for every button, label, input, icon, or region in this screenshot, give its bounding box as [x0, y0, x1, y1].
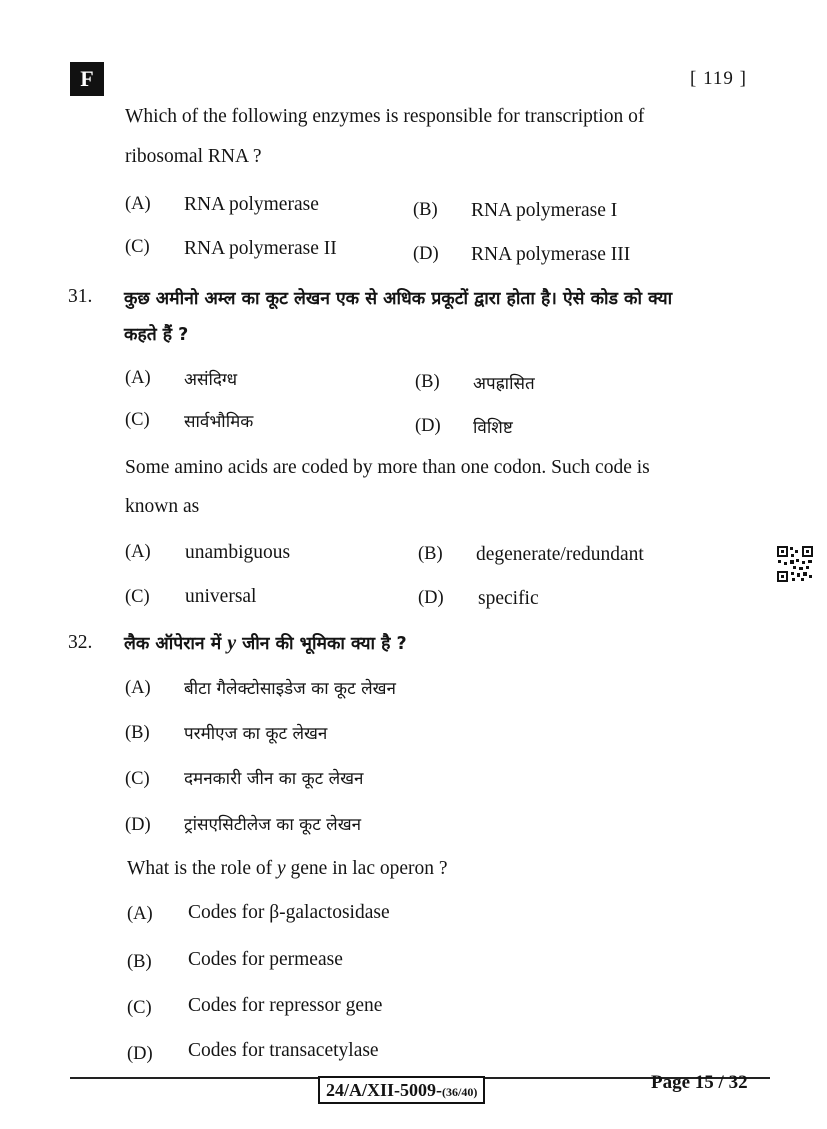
page-number: [ 119 ]: [690, 68, 747, 89]
q31-hindi-option-b-label: (B): [415, 372, 440, 392]
q30-question-line1: Which of the following enzymes is responsible for transcription of: [125, 106, 645, 127]
q31-english-option-d-label: (D): [418, 588, 444, 608]
q32-english-question: [127, 858, 448, 880]
q31-hindi-line2: कहते हैं ?: [124, 325, 189, 345]
q32-hindi-question: [124, 631, 407, 655]
q31-english-option-a-label: (A): [125, 542, 151, 562]
q31-hindi-option-a-label: (A): [125, 368, 151, 388]
q32-hindi-suffix: जीन की भूमिका क्या है ?: [242, 634, 407, 654]
q31-english-option-b-text: degenerate/redundant: [476, 544, 644, 565]
q32-hindi-option-d-label: (D): [125, 815, 151, 835]
q30-option-a-label: (A): [125, 194, 151, 214]
q32-english-option-b-label: (B): [127, 952, 152, 972]
q32-hindi-option-a-label: (A): [125, 678, 151, 698]
q32-english-option-c-text: Codes for repressor gene: [188, 995, 383, 1016]
paper-code-small: (36/40): [442, 1085, 478, 1099]
q32-english-option-d-label: (D): [127, 1044, 153, 1064]
q32-english-prefix: What is the role of: [127, 858, 273, 879]
q32-hindi-option-b-label: (B): [125, 723, 150, 743]
q31-english-line1: Some amino acids are coded by more than one codon. Such code is: [125, 457, 650, 478]
q32-hindi-prefix: लैक ऑपेरान में: [124, 634, 222, 654]
q31-hindi-option-d-text: विशिष्ट: [473, 418, 513, 438]
paper-code: [318, 1076, 485, 1104]
q30-option-b-label: (B): [413, 200, 438, 220]
q31-hindi-option-d-label: (D): [415, 416, 441, 436]
q32-english-option-d-text: Codes for transacetylase: [188, 1040, 379, 1061]
q32-number: 32.: [68, 632, 93, 653]
q32-hindi-option-b-text: परमीएज का कूट लेखन: [184, 724, 328, 744]
q30-question-line2: ribosomal RNA ?: [125, 146, 262, 167]
q31-hindi-line1: कुछ अमीनो अम्ल का कूट लेखन एक से अधिक प्रकूटों द्वारा होता है। ऐसे कोड को क्या: [124, 289, 673, 309]
q32-english-gene: y: [277, 858, 286, 879]
q32-english-option-b-text: Codes for permease: [188, 949, 343, 970]
q32-english-suffix: gene in lac operon ?: [290, 858, 448, 879]
q31-english-line2: known as: [125, 496, 200, 517]
q30-option-c-label: (C): [125, 237, 150, 257]
q31-hindi-option-c-label: (C): [125, 410, 150, 430]
q30-option-d-text: RNA polymerase III: [471, 244, 631, 265]
q31-hindi-option-a-text: असंदिग्ध: [184, 370, 238, 390]
q32-english-option-c-label: (C): [127, 998, 152, 1018]
q31-english-option-d-text: specific: [478, 588, 539, 609]
q32-hindi-gene: y: [227, 632, 237, 654]
footer-page-label: Page 15 / 32: [651, 1072, 748, 1093]
q32-english-option-a-label: (A): [127, 904, 153, 924]
q31-english-option-c-label: (C): [125, 587, 150, 607]
set-letter-badge: F: [70, 62, 104, 96]
q30-option-d-label: (D): [413, 244, 439, 264]
q31-english-option-c-text: universal: [185, 586, 257, 607]
q32-hindi-option-c-label: (C): [125, 769, 150, 789]
q30-option-a-text: RNA polymerase: [184, 194, 319, 215]
q31-hindi-option-c-text: सार्वभौमिक: [184, 412, 254, 432]
q32-english-option-a-text: Codes for β-galactosidase: [188, 902, 390, 923]
q31-number: 31.: [68, 286, 93, 307]
q32-hindi-option-d-text: ट्रांसएसिटीलेज का कूट लेखन: [184, 815, 362, 835]
q30-option-b-text: RNA polymerase I: [471, 200, 618, 221]
q32-hindi-option-a-text: बीटा गैलेक्टोसाइडेज का कूट लेखन: [184, 679, 396, 699]
q31-english-option-b-label: (B): [418, 544, 443, 564]
q30-option-c-text: RNA polymerase II: [184, 238, 337, 259]
qr-code-icon: [776, 545, 814, 583]
q31-english-option-a-text: unambiguous: [185, 542, 291, 563]
q32-hindi-option-c-text: दमनकारी जीन का कूट लेखन: [184, 769, 364, 789]
paper-code-main: 24/A/XII-5009-: [326, 1080, 442, 1100]
q31-hindi-option-b-text: अपह्रासित: [473, 374, 535, 394]
